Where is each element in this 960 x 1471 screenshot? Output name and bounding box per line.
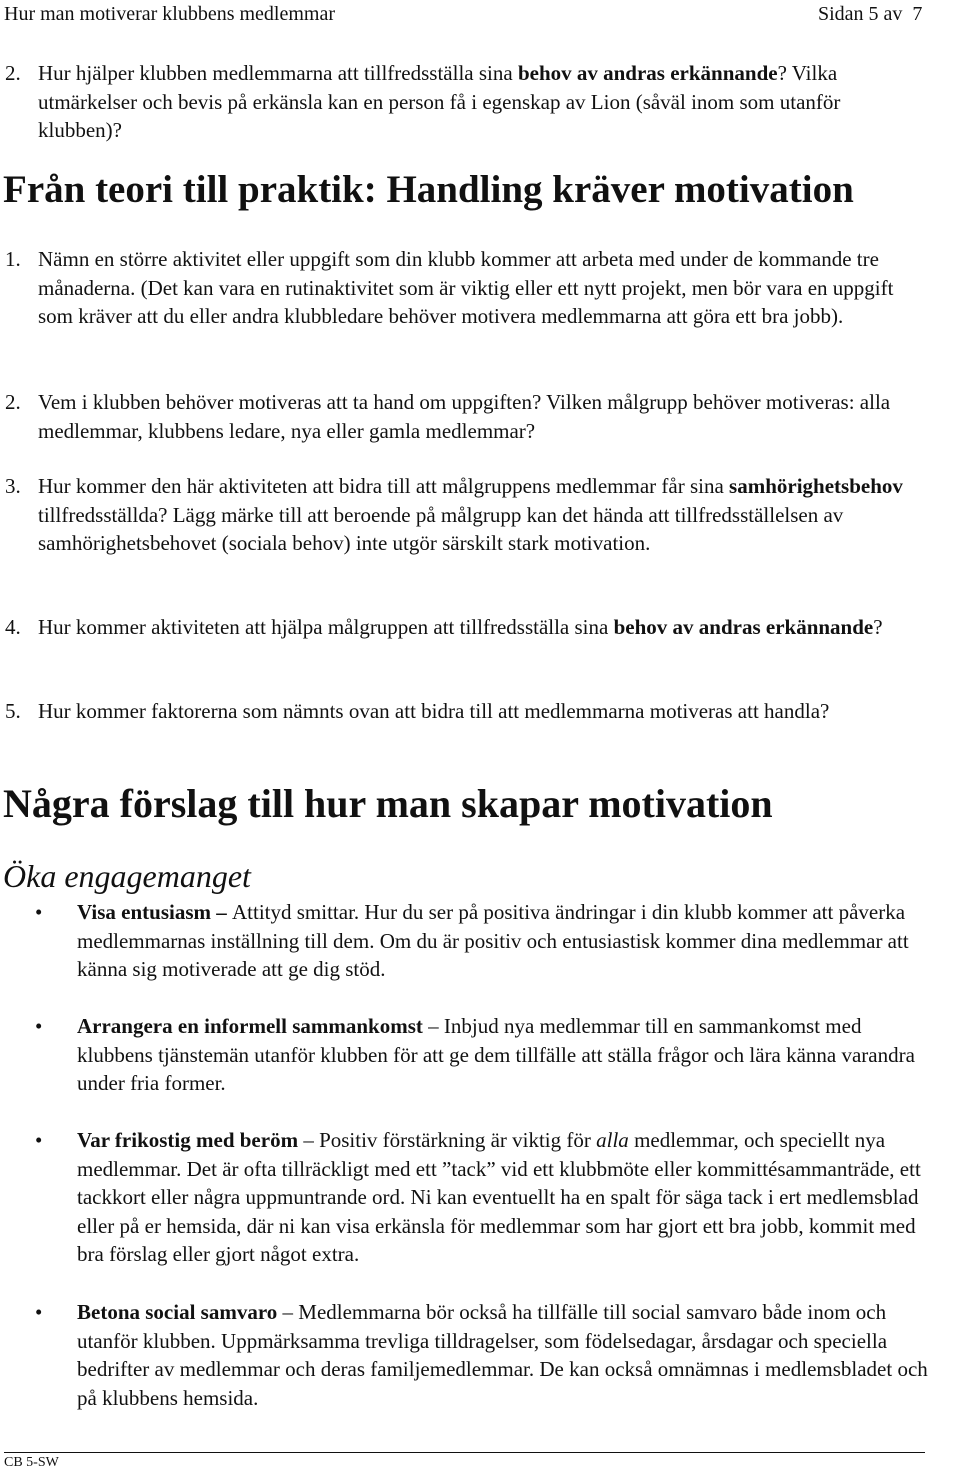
subsection-heading: Öka engagemanget — [3, 858, 251, 894]
item-number: 3. — [5, 474, 21, 498]
item-number: 2. — [5, 61, 21, 85]
bullet-text: Visa entusiasm – Attityd smittar. Hur du ser på positiva ändringar i din klubb kommer att påverka medlemmarnas inställning till dem. Om du är positiv och entusiastisk kommer dina medlemmar att känna sig motiverade att ge dig stöd. — [77, 900, 909, 982]
bullet-icon: • — [35, 900, 43, 924]
bullet-text: Betona social samvaro – Medlemmarna bör också ha tillfälle till social samvaro både inom och utanför klubben. Uppmärksamma trevliga tilldragelser, som födelsedagar, årsdagar och speciella bedrifter av medlemmar och deras familjemedlemmar. De kan också omnämnas i medlemsbladet och på klubbens hemsida. — [77, 1300, 928, 1410]
item-text: Hur kommer aktiviteten att hjälpa målgruppen att tillfredsställa sina behov av andras erkännande? — [38, 615, 883, 639]
footer-code: CB 5-SW — [4, 1455, 59, 1470]
bullet-item — [35, 898, 935, 984]
footer-divider — [4, 1452, 925, 1453]
list-item — [5, 697, 925, 726]
bullet-item — [35, 1012, 935, 1098]
item-number: 1. — [5, 247, 21, 271]
bullet-icon: • — [35, 1014, 43, 1038]
list-item — [5, 245, 925, 331]
item-text: Nämn en större aktivitet eller uppgift som din klubb kommer att arbeta med under de kommande tre månaderna. (Det kan vara en rutinaktivitet som är viktig eller ett nytt projekt, men bör vara en uppgift som kräver att du eller andra klubbledare behöver motivera medlemmarna att göra ett bra jobb). — [38, 247, 894, 329]
bullet-text: Var frikostig med beröm – Positiv förstärkning är viktig för alla medlemmar, och speciellt nya medlemmar. Det är ofta tillräckligt med ett ”tack” vid ett klubbmöte eller kommittésammanträde, ett tackkort eller några uppmuntrande ord. Ni kan eventuellt ha en spalt för säga tack i ert medlemsblad eller på er hemsida, där ni kan visa erkänsla för medlemmar som har gjort ett bra jobb, kommit med bra förslag eller gjort något extra. — [77, 1128, 921, 1267]
section-heading: Några förslag till hur man skapar motivation — [3, 781, 773, 826]
bullet-icon: • — [35, 1128, 43, 1152]
header-title: Hur man motiverar klubbens medlemmar — [4, 3, 336, 25]
list-item — [5, 613, 925, 642]
page-header — [0, 0, 924, 28]
item-number: 2. — [5, 390, 21, 414]
item-number: 4. — [5, 615, 21, 639]
bullet-item — [35, 1298, 935, 1412]
list-item — [5, 472, 925, 558]
item-text: Hur kommer den här aktiviteten att bidra till att målgruppens medlemmar får sina samhörighetsbehov tillfredsställda? Lägg märke till att beroende på målgrupp kan det hända att tillfredsställelsen av samhörighetsbehovet (sociala behov) inte utgör särskilt stark motivation. — [38, 474, 903, 556]
list-item — [5, 59, 925, 145]
bullet-item — [35, 1126, 935, 1269]
list-item — [5, 388, 925, 445]
item-text: Vem i klubben behöver motiveras att ta hand om uppgiften? Vilken målgrupp behöver motiveras: alla medlemmar, klubbens ledare, nya eller gamla medlemmar? — [38, 390, 891, 443]
item-text: Hur kommer faktorerna som nämnts ovan att bidra till att medlemmarna motiveras att handla? — [38, 699, 830, 723]
page-number: Sidan 5 av 7 — [818, 3, 923, 25]
bullet-text: Arrangera en informell sammankomst – Inbjud nya medlemmar till en sammankomst med klubbens tjänstemän utanför klubben för att ge dem tillfälle att ställa frågor och lära känna varandra under fria former. — [77, 1014, 915, 1096]
item-number: 5. — [5, 699, 21, 723]
bullet-icon: • — [35, 1300, 43, 1324]
section-heading: Från teori till praktik: Handling kräver motivation — [3, 168, 854, 211]
item-text: Hur hjälper klubben medlemmarna att tillfredsställa sina behov av andras erkännande? Vilka utmärkelser och bevis på erkänsla kan en person få i egenskap av Lion (såväl inom som utanför klubben)? — [38, 61, 841, 143]
